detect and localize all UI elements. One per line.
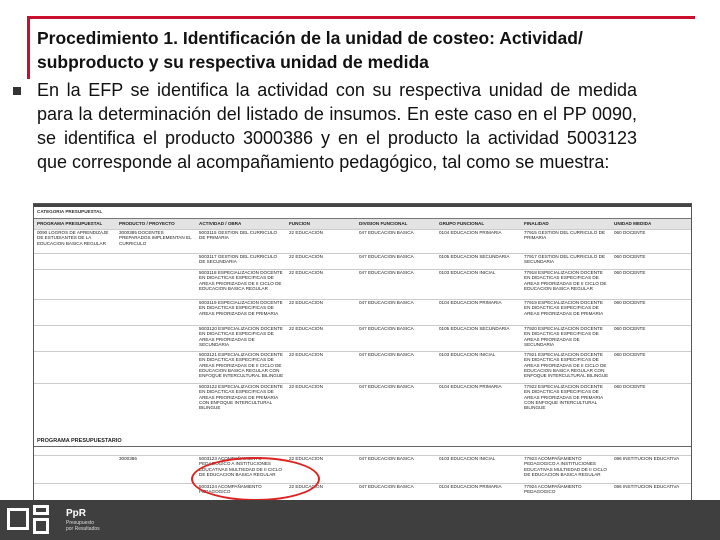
table-cell: 22 EDUCACION — [289, 254, 323, 259]
table-cell: 22 EDUCACION — [289, 326, 323, 331]
table-cell: 5003117 GESTION DEL CURRICULO DE SECUNDARIA — [199, 254, 278, 265]
table-cell: 5003120 ESPECIALIZACION DOCENTE EN DIDACTICAS ESPECIFICAS DE AREAS PRIORIZADAS DE SECUNDARIA — [199, 326, 283, 347]
program-divider — [34, 446, 691, 447]
table-cell: 77917 GESTION DEL CURRICULO DE SECUNDARIA — [524, 254, 606, 265]
table-cell: 060 DOCENTE — [614, 326, 646, 331]
highlight-circle — [191, 457, 320, 501]
slide-body: En la EFP se identifica la actividad con su respectiva unidad de medida para la determinación del listado de insumos. En este caso en el PP 0090, se identifica el producto 3000386 y en el producto la actividad 5003123 que corresponde al acompañamiento pedagógico, tal como se muestra: — [37, 80, 637, 172]
table-cell: 22 EDUCACION — [289, 300, 323, 305]
table-cell: 77922 ESPECIALIZACION DOCENTE EN DIDACTICAS ESPECIFICAS DE AREAS PRIORIZADAS DE PRIMARIA CON ENFOQUE INTERCULTURAL BILINGUE — [524, 384, 603, 410]
logo-square-icon — [33, 505, 49, 515]
table-cell: 047 EDUCACION BASICA — [359, 456, 414, 461]
table-cell: 77920 ESPECIALIZACION DOCENTE EN DIDACTICAS ESPECIFICAS DE AREAS PRIORIZADAS DE SECUNDARIA — [524, 326, 603, 347]
table-cell: 77915 GESTION DEL CURRICULO DE PRIMARIA — [524, 230, 606, 241]
table-cell: 5003122 ESPECIALIZACION DOCENTE EN DIDACTICAS ESPECIFICAS DE AREAS PRIORIZADAS DE PRIMARIA CON ENFOQUE INTERCULTURAL BILINGUE — [199, 384, 283, 410]
table-cell: 047 EDUCACION BASICA — [359, 384, 414, 389]
table-cell: 0103 EDUCACION INICIAL — [439, 352, 496, 357]
header-cell: PROGRAMA PRESUPUESTAL — [37, 221, 103, 226]
table-cell: 0104 EDUCACION PRIMARIA — [439, 484, 502, 489]
table-cell: 0105 EDUCACION SECUNDARIA — [439, 326, 510, 331]
header-cell: FUNCION — [289, 221, 310, 226]
table-cell: 060 DOCENTE — [614, 300, 646, 305]
header-cell: DIVISION FUNCIONAL — [359, 221, 408, 226]
table-cell: 047 EDUCACION BASICA — [359, 270, 414, 275]
footer-logo: PpR — [66, 508, 86, 519]
footer-logo-sub-line: Presupuesto — [66, 520, 95, 526]
table-cell: 22 EDUCACION — [289, 270, 323, 275]
table-cell: 5003115 GESTION DEL CURRICULO DE PRIMARIA — [199, 230, 278, 241]
logo-square-icon — [33, 518, 49, 534]
table-cell: 047 EDUCACION BASICA — [359, 326, 414, 331]
table-cell: 5003123 ACOMPAÑAMIENTO PEDAGOGICO A INSTITUCIONES EDUCATIVAS MULTIEDAD DE II CICLO DE EDUCACION BASICA REGULAR — [199, 456, 282, 477]
table-cell: 22 EDUCACION — [289, 384, 323, 389]
header-cell: PRODUCTO / PROYECTO — [119, 221, 175, 226]
table-cell: 3000386 — [119, 456, 137, 461]
table-cell: 22 EDUCACION — [289, 230, 323, 235]
budget-table-image — [33, 203, 692, 502]
table-cell: 77919 ESPECIALIZACION DOCENTE EN DIDACTICAS ESPECIFICAS DE AREAS PRIORIZADAS DE PRIMARIA — [524, 300, 604, 316]
table-cell: 5003121 ESPECIALIZACION DOCENTE EN DIDACTICAS ESPECIFICAS DE AREAS PRIORIZADAS DE II CICLO DE EDUCACION BASICA REGULAR CON ENFOQUE INTERCULTURAL BILINGUE — [199, 352, 284, 378]
table-cell: 0103 EDUCACION INICIAL — [439, 456, 496, 461]
program-label: PROGRAMA PRESUPUESTARIO — [37, 438, 122, 444]
header-cell: GRUPO FUNCIONAL — [439, 221, 485, 226]
table-cell: 5003118 ESPECIALIZACION DOCENTE EN DIDACTICAS ESPECIFICAS DE AREAS PRIORIZADAS DE II CICLO DE EDUCACION BASICA REGULAR — [199, 270, 283, 291]
table-cell: 086 INSTITUCION EDUCATIVA — [614, 456, 680, 461]
header-cell: FINALIDAD — [524, 221, 549, 226]
table-top-bar — [34, 204, 691, 207]
table-cell: 77923 ACOMPAÑAMIENTO PEDAGOGICO A INSTITUCIONES EDUCATIVAS MULTIEDAD DE II CICLO DE EDUCACION BASICA REGULAR — [524, 456, 607, 477]
table-cell: 047 EDUCACION BASICA — [359, 484, 414, 489]
table-cell: 047 EDUCACION BASICA — [359, 352, 414, 357]
table-cell: 3000385 DOCENTES PREPARADOS IMPLEMENTAN EL CURRICULO — [119, 230, 192, 246]
table-cell: 047 EDUCACION BASICA — [359, 300, 414, 305]
table-cell: 77921 ESPECIALIZACION DOCENTE EN DIDACTICAS ESPECIFICAS DE AREAS PRIORIZADAS DE II CICLO DE EDUCACION BASICA REGULAR CON ENFOQUE INTERCULTURAL BILINGUE — [524, 352, 609, 378]
table-cell: 5003124 ACOMPAÑAMIENTO PEDAGOGICO — [199, 484, 262, 495]
table-cell: 0104 EDUCACION PRIMARIA — [439, 384, 502, 389]
table-cell: 22 EDUCACION — [289, 352, 323, 357]
table-cell: 060 DOCENTE — [614, 230, 646, 235]
table-cell: 0104 EDUCACION PRIMARIA — [439, 230, 502, 235]
table-cell: 086 INSTITUCION EDUCATIVA — [614, 484, 680, 489]
table-cell: 060 DOCENTE — [614, 352, 646, 357]
table-cell: 060 DOCENTE — [614, 270, 646, 275]
header-cell: ACTIVIDAD / OBRA — [199, 221, 242, 226]
table-cell: 77924 ACOMPAÑAMIENTO PEDAGOGICO — [524, 484, 582, 495]
footer-logo-sub-line: por Resultados — [66, 526, 100, 532]
bullet-icon — [13, 87, 21, 95]
footer-logo-sub — [66, 520, 100, 532]
table-cell: 22 EDUCACION — [289, 456, 323, 461]
table-cell: 5003119 ESPECIALIZACION DOCENTE EN DIDACTICAS ESPECIFICAS DE AREAS PRIORIZADAS DE PRIMARIA — [199, 300, 283, 316]
table-cell: 77918 ESPECIALIZACION DOCENTE EN DIDACTICAS ESPECIFICAS DE AREAS PRIORIZADAS DE II CICLO DE EDUCACION BASICA REGULAR — [524, 270, 607, 291]
table-cell: 060 DOCENTE — [614, 254, 646, 259]
header-cell: UNIDAD MEDIDA — [614, 221, 652, 226]
table-cell: 0104 EDUCACION PRIMARIA — [439, 300, 502, 305]
table-cell: 22 EDUCACION — [289, 484, 323, 489]
table-cell: 047 EDUCACION BASICA — [359, 254, 414, 259]
table-cell: 0090 LOGROS DE APRENDIZAJE DE ESTUDIANTES DE LA EDUCACION BASICA REGULAR — [37, 230, 109, 246]
table-category-label: CATEGORIA PRESUPUESTAL — [37, 209, 103, 214]
table-cell: 0105 EDUCACION SECUNDARIA — [439, 254, 510, 259]
logo-square-icon — [7, 508, 29, 530]
slide-title: Procedimiento 1. Identificación de la unidad de costeo: Actividad/ subproducto y su respectiva unidad de medida — [37, 28, 583, 72]
table-cell: 060 DOCENTE — [614, 384, 646, 389]
footer-bar — [0, 500, 720, 540]
table-cell: 047 EDUCACION BASICA — [359, 230, 414, 235]
table-cell: 0103 EDUCACION INICIAL — [439, 270, 496, 275]
